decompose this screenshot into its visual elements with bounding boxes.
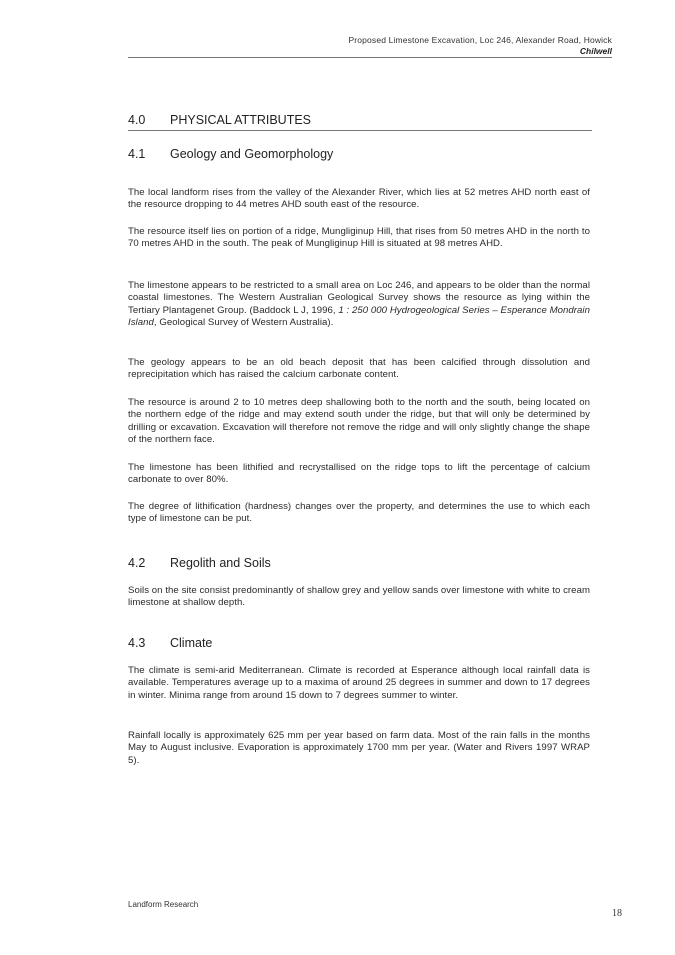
subsection-number: 4.1 <box>128 147 146 161</box>
section-title: PHYSICAL ATTRIBUTES <box>170 113 312 127</box>
subsection-number: 4.3 <box>128 636 146 650</box>
footer-company: Landform Research <box>128 900 199 909</box>
citation-title: 1 : 250 000 Hydrogeological Series – Esperance Mondrain Island <box>128 304 590 329</box>
paragraph: The limestone has been lithified and recrystallised on the ridge tops to lift the percentage of calcium carbonate to over 80%. <box>128 462 590 486</box>
paragraph: Rainfall locally is approximately 625 mm per year based on farm data. Most of the rain falls in the months May to August inclusive. Evaporation is approximately 1700 mm per year. (Water and Rivers 1997 WRAP 5). <box>128 730 590 766</box>
paragraph-text: The limestone appears to be restricted to a small area on Loc 246, and appears to be older than the normal coastal limestones. The Western Australian Geological Survey shows the resource as lying within the Tertiary Plantagenet Group. (Baddock L J, 1996, <box>128 280 590 316</box>
header-title: Proposed Limestone Excavation, Loc 246, Alexander Road, Howick <box>348 35 612 45</box>
subsection-title: Geology and Geomorphology <box>170 147 334 161</box>
paragraph-citation <box>128 280 590 330</box>
paragraph: The geology appears to be an old beach deposit that has been calcified through dissolution and reprecipitation which has raised the calcium carbonate content. <box>128 357 590 381</box>
paragraph: Soils on the site consist predominantly of shallow grey and yellow sands over limestone with white to cream limestone at shallow depth. <box>128 585 590 609</box>
section-heading <box>128 113 592 131</box>
header-company: Chilwell <box>579 46 612 56</box>
paragraph-text: , Geological Survey of Western Australia). <box>153 317 334 329</box>
subsection-heading-climate <box>128 636 592 650</box>
paragraph: The climate is semi-arid Mediterranean. Climate is recorded at Esperance although local rainfall data is available. Temperatures average up to a maxima of around 25 degrees in summer and down to 17 degrees in winter. Minima range from around 15 down to 7 degrees summer to winter. <box>128 665 590 701</box>
subsection-heading-geology <box>128 147 592 161</box>
section-number: 4.0 <box>128 113 146 127</box>
subsection-title: Regolith and Soils <box>170 556 271 570</box>
paragraph: The resource is around 2 to 10 metres deep shallowing both to the north and the south, being located on the northern edge of the ridge and may extend south under the ridge, but that will only be determined by drilling or excavation. Excavation will therefore not remove the ridge and will only slightly change the shape of the northern face. <box>128 397 590 446</box>
header-divider <box>128 57 612 58</box>
subsection-heading-soils <box>128 556 592 570</box>
paragraph: The local landform rises from the valley of the Alexander River, which lies at 52 metres AHD north east of the resource dropping to 44 metres AHD south east of the resource. <box>128 187 590 211</box>
page-header <box>128 34 612 57</box>
paragraph: The degree of lithification (hardness) changes over the property, and determines the use to which each type of limestone can be put. <box>128 501 590 525</box>
subsection-number: 4.2 <box>128 556 146 570</box>
page-number: 18 <box>612 908 622 919</box>
subsection-title: Climate <box>170 636 213 650</box>
paragraph: The resource itself lies on portion of a ridge, Mungliginup Hill, that rises from 50 metres AHD in the north to 70 metres AHD in the south. The peak of Mungliginup Hill is situated at 98 metres AHD. <box>128 226 590 250</box>
